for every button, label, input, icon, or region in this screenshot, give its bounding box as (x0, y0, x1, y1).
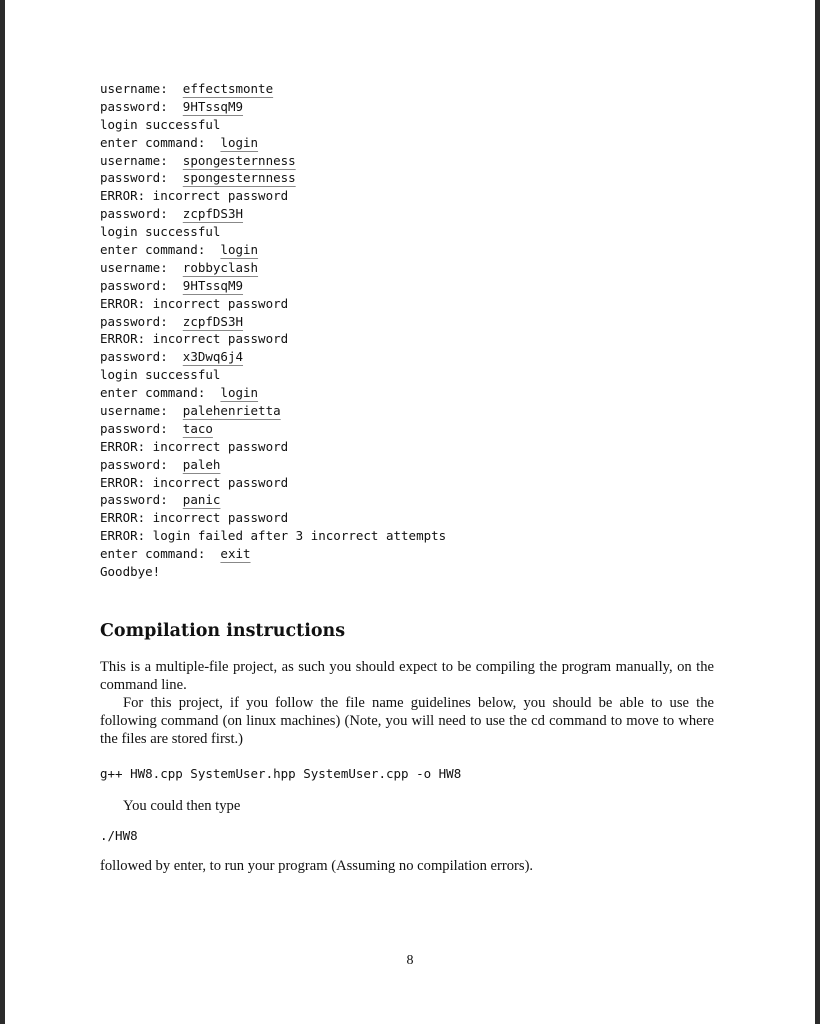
transcript-line (100, 402, 446, 420)
transcript-prompt: Goodbye! (100, 564, 161, 580)
transcript-prompt: enter command: (100, 242, 221, 258)
transcript-line (100, 98, 446, 116)
transcript-line (100, 420, 446, 438)
run-note-paragraph: followed by enter, to run your program (Assuming no compilation errors). (100, 858, 534, 874)
transcript-prompt: ERROR: incorrect password (100, 474, 289, 490)
compile-command: g++ HW8.cpp SystemUser.hpp SystemUser.cpp -o HW8 (100, 766, 462, 781)
transcript-line (100, 527, 446, 545)
transcript-user-input: panic (182, 492, 221, 508)
transcript-user-input: 9HTssqM9 (182, 277, 244, 293)
transcript-user-input: login (220, 134, 259, 150)
transcript-prompt: password: (100, 206, 183, 222)
transcript-line (100, 80, 446, 98)
transcript-prompt: password: (100, 98, 183, 114)
transcript-prompt: ERROR: incorrect password (100, 438, 289, 454)
transcript-prompt: ERROR: incorrect password (100, 295, 289, 311)
transcript-line (100, 152, 446, 170)
transcript-prompt: password: (100, 492, 183, 508)
transcript-user-input: exit (220, 546, 251, 562)
transcript-user-input: spongesternness (182, 152, 296, 168)
transcript-prompt: ERROR: incorrect password (100, 188, 289, 204)
sample-run-transcript (100, 80, 446, 581)
transcript-prompt: username: (100, 81, 183, 96)
transcript-line (100, 348, 446, 366)
transcript-line (100, 438, 446, 456)
instructions-paragraph: For this project, if you follow the file name guidelines below, you should be able to use the following command (on linux machines) (Note, you will need to use the cd command to move to where the files are stored first.) (100, 695, 714, 747)
transcript-user-input: zcpfDS3H (182, 313, 244, 329)
intro-paragraph: This is a multiple-file project, as such you should expect to be compiling the program manually, on the command line. (100, 659, 714, 693)
transcript-user-input: palehenrietta (182, 403, 281, 419)
transcript-prompt: login successful (100, 367, 221, 383)
transcript-line (100, 456, 446, 474)
transcript-prompt: login successful (100, 224, 221, 240)
transcript-line (100, 384, 446, 402)
transcript-line (100, 313, 446, 331)
transcript-line (100, 241, 446, 259)
transcript-prompt: username: (100, 259, 183, 275)
transcript-user-input: login (220, 242, 259, 258)
transcript-prompt: password: (100, 349, 183, 365)
transcript-user-input: 9HTssqM9 (182, 98, 244, 114)
transcript-line (100, 259, 446, 277)
section-heading: Compilation instructions (100, 621, 346, 641)
page-number: 8 (406, 953, 414, 968)
transcript-user-input: taco (182, 420, 213, 436)
run-intro-paragraph: You could then type (123, 798, 241, 814)
transcript-user-input: zcpfDS3H (182, 206, 244, 222)
transcript-line (100, 223, 446, 241)
transcript-user-input: x3Dwq6j4 (182, 349, 244, 365)
transcript-line (100, 509, 446, 527)
transcript-line (100, 366, 446, 384)
transcript-line (100, 545, 446, 563)
transcript-prompt: enter command: (100, 134, 221, 150)
transcript-line (100, 295, 446, 313)
transcript-prompt: username: (100, 152, 183, 168)
transcript-prompt: enter command: (100, 546, 221, 562)
transcript-user-input: robbyclash (182, 259, 259, 275)
transcript-line (100, 187, 446, 205)
transcript-prompt: username: (100, 403, 183, 419)
transcript-user-input: spongesternness (182, 170, 296, 186)
transcript-line (100, 134, 446, 152)
transcript-prompt: password: (100, 170, 183, 186)
transcript-line (100, 205, 446, 223)
transcript-user-input: effectsmonte (182, 81, 274, 96)
document-page (5, 0, 815, 1024)
transcript-user-input: login (220, 385, 259, 401)
transcript-prompt: ERROR: login failed after 3 incorrect attempts (100, 528, 447, 544)
transcript-user-input: paleh (182, 456, 221, 472)
run-command: ./HW8 (100, 828, 138, 843)
transcript-line (100, 330, 446, 348)
transcript-prompt: password: (100, 456, 183, 472)
transcript-line (100, 116, 446, 134)
transcript-prompt: ERROR: incorrect password (100, 510, 289, 526)
transcript-prompt: ERROR: incorrect password (100, 331, 289, 347)
transcript-line (100, 491, 446, 509)
transcript-prompt: enter command: (100, 385, 221, 401)
transcript-line (100, 563, 446, 581)
transcript-line (100, 169, 446, 187)
transcript-prompt: password: (100, 420, 183, 436)
transcript-line (100, 474, 446, 492)
transcript-prompt: password: (100, 277, 183, 293)
transcript-prompt: password: (100, 313, 183, 329)
transcript-line (100, 277, 446, 295)
transcript-prompt: login successful (100, 116, 221, 132)
